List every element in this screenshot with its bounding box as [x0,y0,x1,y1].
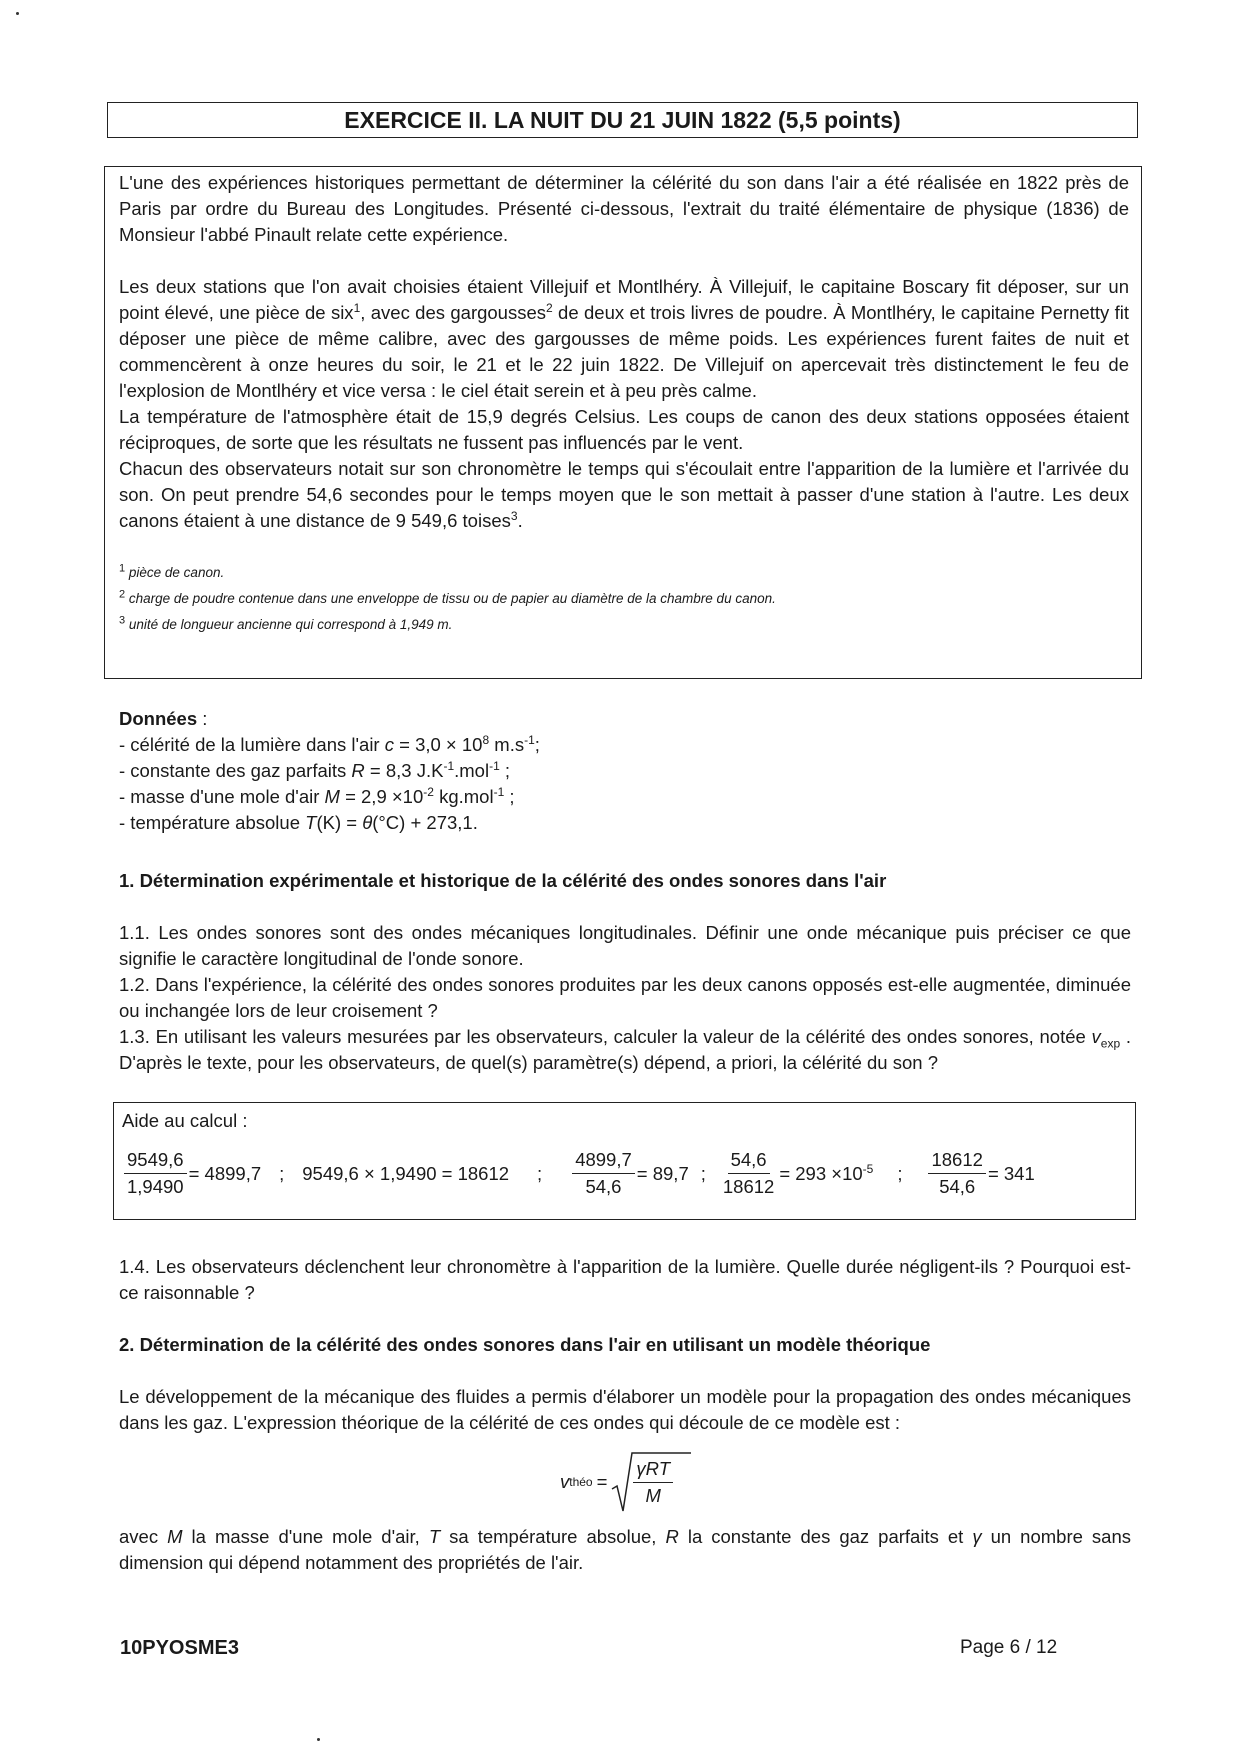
footnote-ref: 3 [510,508,518,523]
fraction [124,1147,187,1200]
data-text: (°C) + 273,1. [372,812,478,833]
var: T [428,1526,441,1547]
scan-speck [16,12,19,15]
separator: ; [537,1162,543,1184]
part-2-title: 2. Détermination de la célérité des ondes sonores dans l'air en utilisant un modèle théorique [119,1334,931,1355]
data-text: kg.mol [433,786,494,807]
result: = 89,7 [636,1162,689,1184]
text: avec [119,1526,168,1547]
data-text: - température absolue [119,812,306,833]
data-label: Données [119,708,198,729]
historical-extract-box [104,166,1142,679]
footnote-number: 2 [119,588,126,601]
result-text: = 293 ×10 [779,1162,863,1184]
fraction [720,1147,777,1200]
numerator: 54,6 [728,1147,770,1174]
extract-paragraph-1 [119,274,1129,404]
data-line-gas-constant [119,758,1131,784]
footnote-text: pièce de canon. [128,565,225,580]
exponent: 8 [482,732,490,747]
exponent: -1 [493,784,505,799]
calculation-help-box [113,1102,1136,1220]
data-line-light-speed [119,732,1131,758]
extract-paragraph-3 [119,456,1129,534]
part-2-intro: Le développement de la mécanique des fluides a permis d'élaborer un modèle pour la propagation des ondes mécaniques dans les gaz. L'expression théorique de la célérité de ces ondes qui découle de ce modèle est : [119,1386,1131,1433]
data-var: θ [362,812,373,833]
footnote-number: 3 [119,614,126,627]
denominator: M [645,1484,661,1506]
denominator: 54,6 [585,1176,622,1197]
fraction [928,1147,985,1200]
square-root-icon [611,1451,633,1513]
part-1-title: 1. Détermination expérimentale et historique de la célérité des ondes sonores dans l'air [119,870,887,891]
data-text: ; [499,760,511,781]
separator: ; [700,1162,706,1184]
formula-description [119,1524,1131,1576]
question-1-1: 1.1. Les ondes sonores sont des ondes mécaniques longitudinales. Définir une onde mécanique puis préciser ce que signifie le caractère longitudinal de l'onde sonore. [119,922,1131,969]
question-1-4-block [119,1254,1131,1306]
question-1-4: 1.4. Les observateurs déclenchent leur chronomètre à l'apparition de la lumière. Quelle durée négligent-ils ? Pourquoi est-ce raisonnable ? [119,1256,1131,1303]
data-colon: : [197,708,208,729]
formula-var: v [560,1471,570,1492]
scan-speck [317,1738,320,1741]
extract-text: . [517,510,523,531]
subscript: exp [1100,1036,1121,1051]
footnote [119,586,1129,612]
intro-paragraph: L'une des expériences historiques permettant de déterminer la célérité du son dans l'air a été réalisée en 1822 près de Paris par ordre du Bureau des Longitudes. Présenté ci-dessous, l'extrait du traité élémentaire de physique (1836) de Monsieur l'abbé Pinault relate cette expérience. [119,172,1129,245]
calculation-row [122,1147,1132,1200]
result [779,1161,873,1187]
text: sa température absolue, [440,1526,666,1547]
text: la masse d'une mole d'air, [182,1526,429,1547]
denominator: 54,6 [939,1176,976,1197]
exponent: -2 [423,784,434,799]
data-var: R [351,760,365,781]
text: un nombre sans dimension qui dépend notamment des propriétés de l'air. [119,1526,1131,1573]
data-text: = 2,9 ×10 [339,786,424,807]
extract-text: Chacun des observateurs notait sur son chronomètre le temps qui s'écoulait entre l'apparition de la lumière et l'arrivée du son. On peut prendre 54,6 secondes pour le temps moyen que le son mettait à passer d'une station à l'autre. Les deux canons étaient à une distance de 9 549,6 toises [119,458,1129,531]
data-text: - constante des gaz parfaits [119,760,352,781]
data-heading [119,706,1131,732]
data-text: .mol [454,760,490,781]
fraction [572,1147,635,1200]
result: = 4899,7 [188,1162,262,1184]
data-section [119,706,1131,836]
extract-text: de deux et trois livres de poudre. À Montlhéry, le capitaine Pernetty fit déposer une pièce de même calibre, avec des gargousses de même poids. Les expériences furent faites de nuit et commencèrent à onze heures du soir, le 21 et le 22 juin 1822. De Villejuif on apercevait très distinctement le feu de l'explosion de Montlhéry et vice versa : le ciel était serein et à peu près calme. [119,302,1129,401]
product-expression: 9549,6 × 1,9490 = 18612 [302,1162,510,1184]
data-text: (K) = [316,812,363,833]
extract-text: , avec des gargousses [360,302,547,323]
data-text: = 8,3 J.K [364,760,444,781]
result: = 341 [987,1162,1035,1184]
exponent: -1 [443,758,455,773]
calculation-help-label: Aide au calcul : [122,1110,248,1131]
numerator: γRT [633,1456,673,1483]
data-var: T [305,812,317,833]
text: la constante des gaz parfaits et [678,1526,973,1547]
denominator: 18612 [722,1176,775,1197]
data-var: c [384,734,394,755]
numerator: 9549,6 [124,1147,187,1174]
question-text: 1.3. En utilisant les valeurs mesurées par les observateurs, calculer la valeur de la célérité des ondes sonores, notée [119,1026,1092,1047]
footnote-ref: 1 [353,300,361,315]
data-text: ; [534,734,540,755]
data-text: = 3,0 × 10 [393,734,483,755]
part-1-section [119,868,1131,1076]
document-code: 10PYOSME3 [120,1637,239,1659]
extract-text: Les deux stations que l'on avait choisies étaient Villejuif et Montlhéry. À Villejuif, le capitaine Boscary fit déposer, sur un point élevé, une pièce de six [119,276,1129,323]
fraction [633,1456,673,1509]
page-number: Page 6 / 12 [960,1637,1058,1658]
footnote-ref: 2 [546,300,553,315]
exponent: -1 [524,732,535,747]
data-text: - célérité de la lumière dans l'air [119,734,385,755]
equals: = [596,1471,608,1492]
separator: ; [279,1162,285,1184]
question-1-2: 1.2. Dans l'expérience, la célérité des ondes sonores produites par les deux canons opposés est-elle augmentée, diminuée ou inchangée lors de leur croisement ? [119,974,1131,1021]
separator: ; [897,1162,903,1184]
formula-description-block [119,1524,1131,1576]
denominator: 1,9490 [127,1176,184,1197]
data-text: m.s [489,734,525,755]
extract-paragraph-2: La température de l'atmosphère était de 15,9 degrés Celsius. Les coups de canon des deux stations opposées étaient réciproques, de sorte que les résultats ne fussent pas influencés par le vent. [119,406,1129,453]
footnote [119,560,1129,586]
data-line-molar-mass [119,784,1131,810]
var: R [665,1526,679,1547]
speed-formula: v théo = $\frac{\text{γRT}}{M}$ [560,1450,675,1514]
data-text: - masse d'une mole d'air [119,786,325,807]
part-2-section [119,1332,1131,1436]
data-var: M [324,786,340,807]
footnote [119,612,1129,638]
question-1-3 [119,1024,1131,1076]
question-text: . D'après le texte, pour les observateurs, de quel(s) paramètre(s) dépend, a priori, la célérité du son ? [119,1026,1131,1073]
footnote-text: unité de longueur ancienne qui correspond à 1,949 m. [128,617,453,632]
footnote-number: 1 [119,562,126,575]
var: M [167,1526,183,1547]
var: γ [972,1526,982,1547]
numerator: 18612 [928,1147,985,1174]
data-text: ; [504,786,515,807]
exercise-title: EXERCICE II. LA NUIT DU 21 JUIN 1822 (5,5 points) [107,102,1138,138]
numerator: 4899,7 [572,1147,635,1174]
question-var: v [1091,1026,1101,1047]
data-line-temperature [119,810,1131,836]
exponent: -5 [862,1161,874,1176]
footnote-text: charge de poudre contenue dans une enveloppe de tissu ou de papier au diamètre de la chambre du canon. [128,591,776,606]
exponent: -1 [489,758,500,773]
